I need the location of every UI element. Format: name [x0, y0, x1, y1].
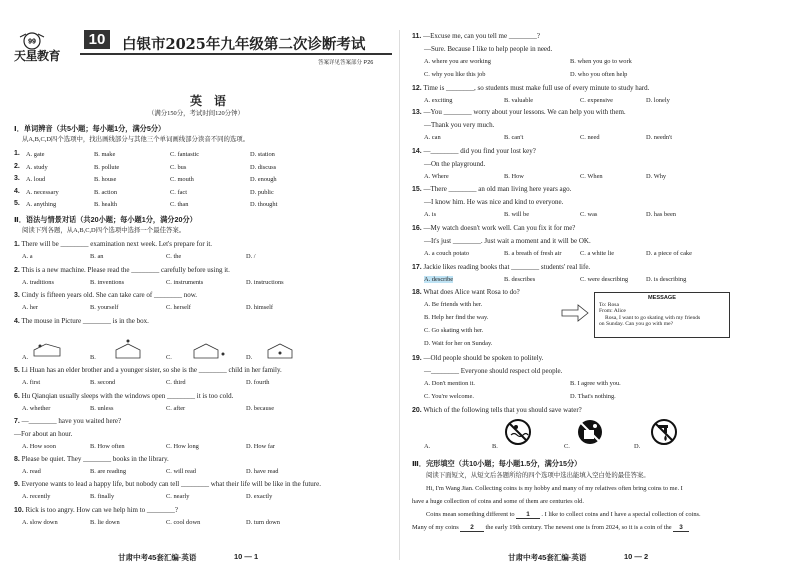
- question-text: Time is ________, so students must make full use of every minute to study hard.: [423, 84, 650, 92]
- mouse-picture-a-icon: [30, 340, 70, 360]
- answer-option: B. How often: [90, 443, 125, 450]
- phonetics-option: D. thought: [250, 201, 278, 208]
- question-20-stem: 20. Which of the following tells that you should save water?: [412, 406, 582, 414]
- phonetics-option: D. public: [250, 188, 274, 196]
- question-stem: [14, 417, 121, 426]
- answer-option: B. finally: [90, 493, 115, 500]
- phonetics-number: 5.: [14, 200, 20, 207]
- question-text: —________ did you find your lost key?: [423, 147, 536, 155]
- answer-option: A. first: [22, 379, 41, 386]
- question-number: 16.: [412, 225, 422, 232]
- phonetics-option: B. pollute: [94, 163, 120, 171]
- right-page: [400, 0, 800, 569]
- mouse-picture-d-icon: [262, 338, 302, 360]
- cloze-paragraph-1b: have a huge collection of coins and some of them are centuries old.: [412, 498, 584, 505]
- answer-option: C. third: [166, 379, 186, 386]
- question-19-stem2: —________ Everyone should respect old people.: [424, 367, 563, 375]
- question-text: Rick is too angry. How can we help him to ________?: [25, 506, 179, 514]
- question-text-2: —It's just ________. Just wait a moment and it will be OK.: [424, 237, 591, 245]
- mouse-picture-b-icon: [108, 338, 148, 360]
- question-text: —You ________ worry about your lessons. We can help you with them.: [423, 108, 626, 116]
- answer-option: B. unless: [90, 405, 114, 412]
- answer-option: D. lonely: [646, 97, 670, 104]
- section-1-instructions: 从A,B,C,D四个选项中，找出画线部分与其他三个单词画线部分读音不同的选项。: [22, 136, 250, 143]
- question-stem: [14, 240, 212, 249]
- question-text: This is a new machine. Please read the ________ carefully before using it.: [21, 266, 230, 274]
- question-text: Hu Qianqian usually sleeps with the windows open ________ it is too cold.: [21, 392, 234, 400]
- answer-option: B. will be: [504, 211, 530, 218]
- message-card: [594, 292, 730, 338]
- answer-option: B. a breath of fresh air: [504, 250, 562, 257]
- message-title: MESSAGE: [648, 295, 676, 301]
- question-text: —There ________ an old man living here years ago.: [423, 185, 572, 193]
- section-2-instructions: 阅读下列各题，从A,B,C,D四个选项中选择一个最佳答案。: [22, 227, 186, 234]
- phonetics-number: 4.: [14, 187, 20, 195]
- answer-option: C. after: [166, 405, 186, 412]
- answer-option: A. where you are working: [424, 58, 491, 65]
- cloze-blank-3: 3: [673, 524, 689, 532]
- phonetics-option: A. gate: [26, 151, 45, 158]
- answer-option: D. because: [246, 405, 275, 412]
- answer-option: B. second: [90, 379, 116, 386]
- answer-option: C. cool down: [166, 519, 201, 526]
- arrow-right-icon: [560, 302, 590, 324]
- answer-option: B.: [90, 354, 96, 361]
- question-number: 8.: [14, 456, 20, 463]
- question-stem: [412, 108, 626, 117]
- answer-option: B. lie down: [90, 519, 120, 526]
- answer-option: D. turn down: [246, 519, 280, 526]
- phonetics-option: C. than: [170, 201, 189, 208]
- q18-option-d: D. Wait for her on Sunday.: [424, 340, 493, 347]
- question-number: 10.: [14, 507, 24, 514]
- q18-option-c: C. Go skating with her.: [424, 327, 484, 334]
- answer-option: A. whether: [22, 405, 51, 412]
- no-swimming-sign-icon: [504, 418, 532, 446]
- message-to: To: Rosa: [599, 301, 619, 308]
- answer-option: D. needn't: [646, 134, 672, 141]
- phonetics-number: 2.: [14, 162, 20, 170]
- q20-option-a: A.: [424, 443, 431, 450]
- question-stem: [14, 480, 321, 489]
- phonetics-number: 3.: [14, 175, 20, 182]
- answer-option: D. How far: [246, 443, 275, 450]
- question-stem: [14, 506, 178, 515]
- question-text: Please be quiet. They ________ books in the library.: [21, 455, 169, 463]
- question-stem: [412, 224, 575, 233]
- answer-option: C. a white lie: [580, 250, 615, 257]
- question-18-stem: 18. What does Alice want Rosa to do?: [412, 288, 520, 296]
- answer-option: A. read: [22, 468, 41, 475]
- q20-option-c: C.: [564, 443, 570, 450]
- question-text-2: —I know him. He was nice and kind to everyone.: [424, 198, 564, 206]
- answer-option: B. an: [90, 253, 104, 260]
- save-water-sign-icon: [650, 418, 678, 446]
- cloze-paragraph-2: Coins mean something different to 1 . I like to collect coins and I have a special collection of coins.: [426, 511, 701, 518]
- question-number: 2.: [14, 267, 20, 274]
- question-text: —My watch doesn't work well. Can you fix it for me?: [423, 224, 576, 232]
- answer-option: B. are reading: [90, 468, 127, 475]
- answer-option: C. why you like this job: [424, 71, 486, 78]
- answer-option: D. have read: [246, 468, 279, 475]
- answer-option: D. instructions: [246, 279, 284, 286]
- subject-title: 英 语: [190, 94, 227, 108]
- question-text-2: —On the playground.: [424, 160, 486, 168]
- answer-option: A. can: [424, 134, 441, 141]
- answer-option: D. fourth: [246, 379, 270, 386]
- answer-option: D. himself: [246, 304, 273, 311]
- answer-option: A. Where: [424, 173, 449, 180]
- question-number: 15.: [412, 186, 422, 193]
- brand-logo: [14, 30, 74, 62]
- answer-option: B. How: [504, 173, 524, 180]
- question-number: 14.: [412, 148, 422, 155]
- q18-option-a: A. Be friends with her.: [424, 301, 483, 308]
- answer-option: A. her: [22, 304, 38, 311]
- question-number: 12.: [412, 85, 422, 92]
- answer-option: D.: [246, 354, 253, 361]
- question-number: 13.: [412, 109, 422, 116]
- answer-option: A. is: [424, 211, 437, 218]
- answer-option: C. instruments: [166, 279, 204, 286]
- answer-option: A. traditions: [22, 279, 54, 286]
- answer-option: B. describes: [504, 276, 536, 283]
- answer-option: C. need: [580, 134, 600, 141]
- answer-option: C. were describing: [580, 276, 629, 283]
- answer-option: B. inventions: [90, 279, 125, 286]
- answer-reference: 答案详见答案部分 P26: [318, 60, 374, 66]
- svg-text:99: 99: [28, 38, 36, 46]
- answer-option: D. a piece of cake: [646, 250, 692, 257]
- answer-option: D. has been: [646, 211, 676, 218]
- footer-left-text: 甘肃中考45套汇编·英语: [118, 553, 197, 562]
- answer-option: A. slow down: [22, 519, 58, 526]
- cloze-paragraph-3: Many of my coins 2 the early 19th century. The newest one is from 2024, so it is a coin of the 3: [412, 524, 689, 531]
- q18-option-b: B. Help her find the way.: [424, 314, 489, 321]
- phonetics-option: B. make: [94, 151, 116, 158]
- message-body-1: Rosa, I want to go skating with my friends: [605, 314, 701, 321]
- question-text: Li Huan has an elder brother and a younger sister, so she is the ________ child in her family.: [21, 366, 282, 374]
- question-text: Cindy is fifteen years old. She can take care of ________ now.: [21, 291, 198, 299]
- phonetics-option: D. station: [250, 151, 275, 158]
- cloze-blank-1: 1: [516, 511, 540, 519]
- answer-option: A. recently: [22, 493, 51, 500]
- phonetics-option: B. house: [94, 176, 117, 183]
- exam-title: 白银市2025年九年级第二次诊断考试: [122, 36, 366, 53]
- question-text: The mouse in Picture ________ is in the box.: [21, 317, 149, 325]
- phonetics-option: A. necessary: [26, 188, 59, 196]
- message-body-2: on Sunday. Can you go with me?: [599, 321, 674, 328]
- question-stem: [412, 32, 540, 41]
- question-text: Everyone wants to lead a happy life, but nobody can tell ________ what their life will be like in the future.: [21, 480, 321, 488]
- question-text: There will be ________ examination next week. Let's prepare for it.: [21, 240, 213, 248]
- exam-number-badge: 10: [84, 30, 110, 49]
- question-text: —Excuse me, can you tell me ________?: [423, 32, 540, 40]
- question-number: 5.: [14, 367, 20, 374]
- phonetics-option: C. mouth: [170, 176, 194, 183]
- section-1-title: Ⅰ．单词辨音（共5小题；每小题1分，满分5分）: [14, 124, 166, 133]
- footer-right-page: 10 — 2: [624, 552, 649, 561]
- answer-option: C. expensive: [580, 97, 614, 104]
- phonetics-option: B. action: [94, 188, 118, 196]
- answer-option: D. Why: [646, 173, 667, 180]
- question-text-2: —Sure. Because I like to help people in need.: [424, 45, 553, 53]
- phonetics-option: A. anything: [26, 201, 57, 208]
- cloze-blank-2: 2: [460, 524, 484, 532]
- q20-option-b: B.: [492, 443, 498, 450]
- footer-left-page: 10 — 1: [234, 552, 259, 561]
- footer-right-text: 甘肃中考45套汇编·英语: [508, 553, 587, 562]
- question-number: 1.: [14, 241, 20, 248]
- section-2-title: Ⅱ．语法与情景对话（共20小题；每小题1分，满分20分）: [14, 215, 197, 224]
- question-stem: [14, 291, 197, 300]
- header-rule: [80, 53, 392, 55]
- q19-option-c: C. You're welcome.: [424, 393, 474, 400]
- phonetics-option: D. discuss: [250, 163, 277, 171]
- answer-option: C. the: [166, 253, 182, 260]
- question-number: 3.: [14, 292, 20, 299]
- answer-option: C.: [166, 354, 172, 361]
- answer-option: B. valuable: [504, 97, 534, 104]
- q19-option-d: D. That's nothing.: [570, 393, 616, 400]
- question-number: 4.: [14, 318, 20, 325]
- answer-option: D. /: [246, 253, 256, 260]
- answer-option: C. will read: [166, 468, 196, 475]
- question-number: 11.: [412, 33, 422, 40]
- question-text-2: —Thank you very much.: [424, 121, 495, 129]
- answer-option: C. nearly: [166, 493, 190, 500]
- question-19-stem: 19. —Old people should be spoken to politely.: [412, 354, 544, 362]
- no-littering-sign-icon: [576, 418, 604, 446]
- phonetics-number: 1.: [14, 150, 20, 157]
- answer-option: B. when you go to work: [570, 58, 632, 65]
- phonetics-option: A. loud: [26, 176, 46, 183]
- q19-option-b: B. I agree with you.: [570, 380, 621, 387]
- phonetics-option: C. bus: [170, 163, 187, 171]
- message-from: From: Alice: [599, 308, 626, 315]
- answer-option: A. describe: [424, 276, 454, 283]
- question-stem: [14, 392, 233, 401]
- question-stem: [412, 263, 590, 272]
- question-stem: [412, 147, 536, 156]
- answer-option: C. When: [580, 173, 603, 180]
- answer-option: B. yourself: [90, 304, 119, 311]
- exam-info: （满分150分，考试时间120分钟）: [148, 110, 244, 117]
- answer-option: A. How soon: [22, 443, 56, 450]
- question-number: 6.: [14, 393, 20, 400]
- question-stem: [412, 185, 571, 194]
- phonetics-option: C. fantastic: [170, 151, 200, 158]
- answer-option: C. was: [580, 211, 598, 218]
- answer-option: C. How long: [166, 443, 199, 450]
- answer-option: B. can't: [504, 134, 524, 141]
- mouse-picture-c-icon: [188, 338, 228, 360]
- question-stem: [14, 366, 282, 375]
- phonetics-option: B. health: [94, 201, 118, 208]
- question-number: 17.: [412, 264, 422, 271]
- phonetics-option: C. fact: [170, 188, 188, 196]
- question-stem: [14, 455, 169, 464]
- question-number: 7.: [14, 418, 20, 425]
- question-number: 9.: [14, 481, 20, 488]
- question-text: —________ have you waited here?: [21, 417, 122, 425]
- question-stem: [14, 317, 149, 326]
- answer-option: A.: [22, 354, 29, 361]
- answer-option: A. a: [22, 253, 33, 260]
- answer-option: D. who you often help: [570, 71, 628, 78]
- phonetics-option: A. study: [26, 163, 48, 171]
- q20-option-d: D.: [634, 443, 641, 450]
- question-text-2: —For about an hour.: [14, 430, 73, 438]
- section-3-instructions: 阅读下面短文，从短文后各题所给的四个选项中选出能填入空白处的最佳答案。: [426, 472, 650, 479]
- question-stem: [412, 84, 649, 93]
- phonetics-option: D. enough: [250, 176, 277, 183]
- answer-option: D. exactly: [246, 493, 273, 500]
- answer-option: C. herself: [166, 304, 191, 311]
- q19-option-a: A. Don't mention it.: [424, 380, 476, 387]
- section-3-title: Ⅲ．完形填空（共10小题；每小题1.5分，满分15分）: [412, 459, 582, 468]
- question-text: Jackie likes reading books that ________ students' real life.: [423, 263, 591, 271]
- answer-option: D. is describing: [646, 276, 687, 283]
- answer-option: A. exciting: [424, 97, 453, 104]
- cloze-paragraph-1a: Hi, I'm Wang Jian. Collecting coins is my hobby and many of my relatives often bring coins to me. I: [426, 485, 683, 492]
- answer-option: A. a couch potato: [424, 250, 470, 257]
- logo-text: 天星教育: [14, 49, 61, 63]
- question-stem: [14, 266, 230, 275]
